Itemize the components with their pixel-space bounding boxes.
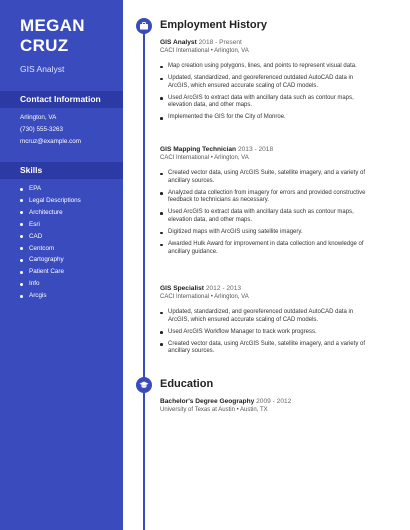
job-meta: CACI International • Arlington, VA: [160, 48, 249, 54]
skill-item: Legal Descriptions: [20, 195, 81, 207]
job-dates: 2012 - 2013: [205, 285, 242, 292]
job-dates: 2018 - Present: [198, 39, 242, 46]
contact-heading-bar: [0, 91, 123, 108]
job-company: CACI International: [160, 294, 210, 300]
job-bullets: [160, 63, 374, 126]
skills-heading: Skills: [20, 165, 43, 175]
job-bullet: Created vector data, using ArcGIS Suite, satellite imagery, and a variety of ancillary sources.: [160, 341, 374, 357]
skills-heading-bar: [0, 162, 123, 179]
education-school: University of Texas at Austin: [160, 407, 235, 413]
job-bullets: [160, 170, 374, 261]
sidebar: [0, 0, 123, 530]
job-bullet: Updated, standardized, and georeferenced outdated AutoCAD data in ArcGIS, which ensured accurate scaling of CAD models.: [160, 75, 374, 91]
job-title: GIS Analyst: [160, 39, 197, 46]
person-name: [20, 16, 85, 56]
job-company: CACI International: [160, 155, 210, 161]
skill-item: CAD: [20, 231, 81, 243]
job-bullet: Used ArcGIS to extract data with ancillary data such as contour maps, elevation data, and other maps.: [160, 95, 374, 111]
first-name: MEGAN: [20, 16, 85, 35]
briefcase-icon: [136, 18, 152, 34]
job-bullet: Used ArcGIS Workflow Manager to track work progress.: [160, 329, 374, 337]
job-title-line: [160, 39, 242, 46]
education-heading: Education: [160, 378, 214, 390]
job-location: Arlington, VA: [214, 155, 249, 161]
education-dates: 2009 - 2012: [256, 398, 292, 405]
job-title-line: [160, 285, 241, 292]
timeline-line: [143, 26, 145, 530]
job-location: Arlington, VA: [214, 48, 249, 54]
education-title-line: [160, 398, 291, 405]
skill-item: Cartography: [20, 254, 81, 266]
job-bullet: Used ArcGIS to extract data with ancillary data such as contour maps, elevation data, and other maps.: [160, 209, 374, 225]
job-bullet: Created vector data, using ArcGIS Suite, satellite imagery, and a variety of ancillary sources.: [160, 170, 374, 186]
skills-list: [20, 183, 81, 302]
last-name: CRUZ: [20, 36, 69, 55]
job-company: CACI International: [160, 48, 210, 54]
job-dates: 2013 - 2018: [237, 146, 274, 153]
skill-item: Architecture: [20, 207, 81, 219]
job-bullets: [160, 309, 374, 360]
job-bullet: Implemented the GIS for the City of Monroe.: [160, 114, 374, 122]
job-title: GIS Mapping Technician: [160, 146, 237, 153]
job-title-line: [160, 146, 273, 153]
skill-item: EPA: [20, 183, 81, 195]
contact-location: Arlington, VA: [20, 114, 57, 121]
contact-email[interactable]: mcruz@example.com: [20, 138, 81, 145]
skill-item: Arcgis: [20, 290, 81, 302]
skill-item: Centcom: [20, 243, 81, 255]
job-bullet: Map creation using polygons, lines, and points to represent visual data.: [160, 63, 374, 71]
employment-heading: Employment History: [160, 19, 267, 31]
education-meta: University of Texas at Austin • Austin, TX: [160, 407, 268, 413]
contact-heading: Contact Information: [20, 94, 101, 104]
job-meta: CACI International • Arlington, VA: [160, 155, 249, 161]
job-title: GIS Specialist: [160, 285, 204, 292]
education-location: Austin, TX: [240, 407, 268, 413]
job-bullet: Awarded Hulk Award for improvement in data collection and knowledge of ancillary guidance.: [160, 241, 374, 257]
graduation-cap-icon: [136, 377, 152, 393]
skill-item: Info: [20, 278, 81, 290]
education-degree: Bachelor's Degree Geography: [160, 398, 255, 405]
job-location: Arlington, VA: [214, 294, 249, 300]
job-bullet: Updated, standardized, and georeferenced outdated AutoCAD data in ArcGIS, which ensured accurate scaling of CAD models.: [160, 309, 374, 325]
job-bullet: Digitized maps with ArcGIS using satellite imagery.: [160, 229, 374, 237]
person-role: GIS Analyst: [20, 64, 65, 74]
job-meta: CACI International • Arlington, VA: [160, 294, 249, 300]
contact-phone[interactable]: (730) 555-3263: [20, 126, 64, 133]
skill-item: Esri: [20, 219, 81, 231]
skill-item: Patient Care: [20, 266, 81, 278]
job-bullet: Analyzed data collection from imagery for errors and provided constructive feedback to technicians as necessary.: [160, 190, 374, 206]
